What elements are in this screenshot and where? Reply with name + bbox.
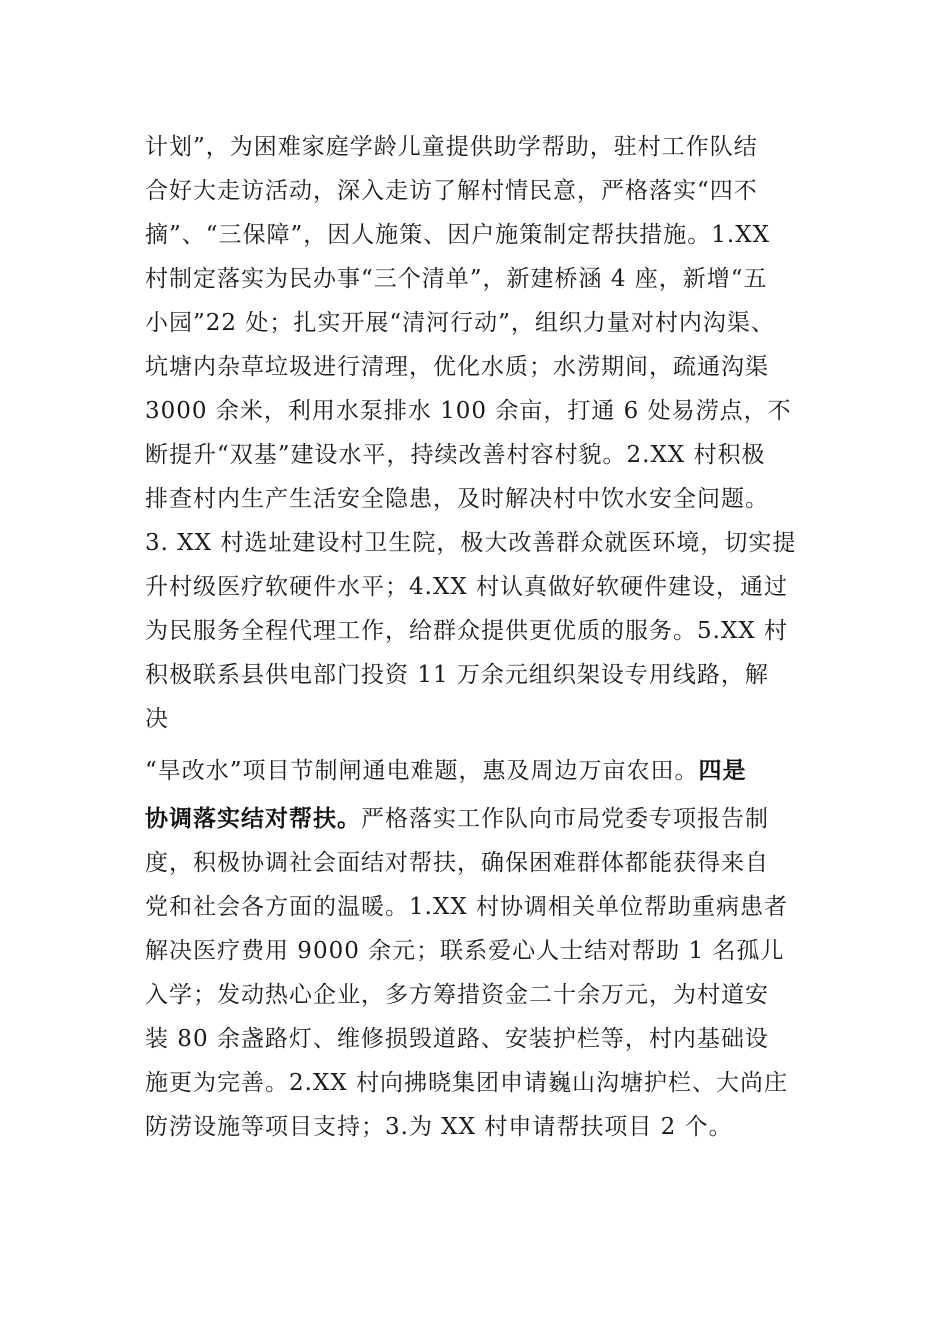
text-line: 度，积极协调社会面结对帮扶，确保困难群体都能获得来自: [145, 850, 769, 876]
text-line: 解决医疗费用 9000 余元；联系爱心人士结对帮助 1 名孤儿: [145, 938, 785, 964]
text-line: 为民服务全程代理工作，给群众提供更优质的服务。5.XX 村: [145, 618, 789, 644]
text-line: 防涝设施等项目支持；3.为 XX 村申请帮扶项目 2 个。: [145, 1114, 733, 1140]
text-line: 3000 余米，利用水泵排水 100 余亩，打通 6 处易涝点，不: [145, 398, 792, 424]
text-line: 小园”22 处；扎实开展“清河行动”，组织力量对村内沟渠、: [145, 310, 775, 336]
text-normal: 严格落实工作队向市局党委专项报告制: [361, 806, 769, 832]
text-line: 入学；发动热心企业，多方筹措资金二十余万元，为村道安: [145, 982, 769, 1008]
section-heading-start: 四是: [698, 758, 747, 784]
text-line: 施更为完善。2.XX 村向拂晓集团申请巍山沟塘护栏、大尚庄: [145, 1070, 789, 1096]
text-line: 摘”、“三保障”，因人施策、因户施策制定帮扶措施。1.XX: [145, 222, 770, 248]
text-line: 3. XX 村选址建设村卫生院，极大改善群众就医环境，切实提: [145, 530, 797, 556]
text-line: 装 80 余盏路灯、维修损毁道路、安装护栏等，村内基础设: [145, 1026, 769, 1052]
section-heading: 协调落实结对帮扶。: [145, 806, 361, 832]
text-line: 村制定落实为民办事“三个清单”，新建桥涵 4 座，新增“五: [145, 266, 768, 292]
text-normal: “旱改水”项目节制闸通电难题，惠及周边万亩农田。: [145, 758, 699, 784]
text-line: 坑塘内杂草垃圾进行清理，优化水质；水涝期间，疏通沟渠: [145, 354, 769, 380]
text-line: 升村级医疗软硬件水平；4.XX 村认真做好软硬件建设，通过: [145, 574, 789, 600]
text-line: 党和社会各方面的温暖。1.XX 村协调相关单位帮助重病患者: [145, 894, 789, 920]
text-line: 计划”，为困难家庭学龄儿童提供助学帮助，驻村工作队结: [145, 134, 758, 160]
text-line: [145, 752, 747, 785]
text-line: 决: [145, 706, 169, 732]
text-line: 断提升“双基”建设水平，持续改善村容村貌。2.XX 村积极: [145, 442, 766, 468]
text-line: 合好大走访活动，深入走访了解村情民意，严格落实“四不: [145, 178, 758, 204]
text-line: 积极联系县供电部门投资 11 万余元组织架设专用线路，解: [145, 662, 769, 688]
text-line: 排查村内生产生活安全隐患，及时解决村中饮水安全问题。: [145, 486, 769, 512]
text-line: [145, 800, 769, 833]
